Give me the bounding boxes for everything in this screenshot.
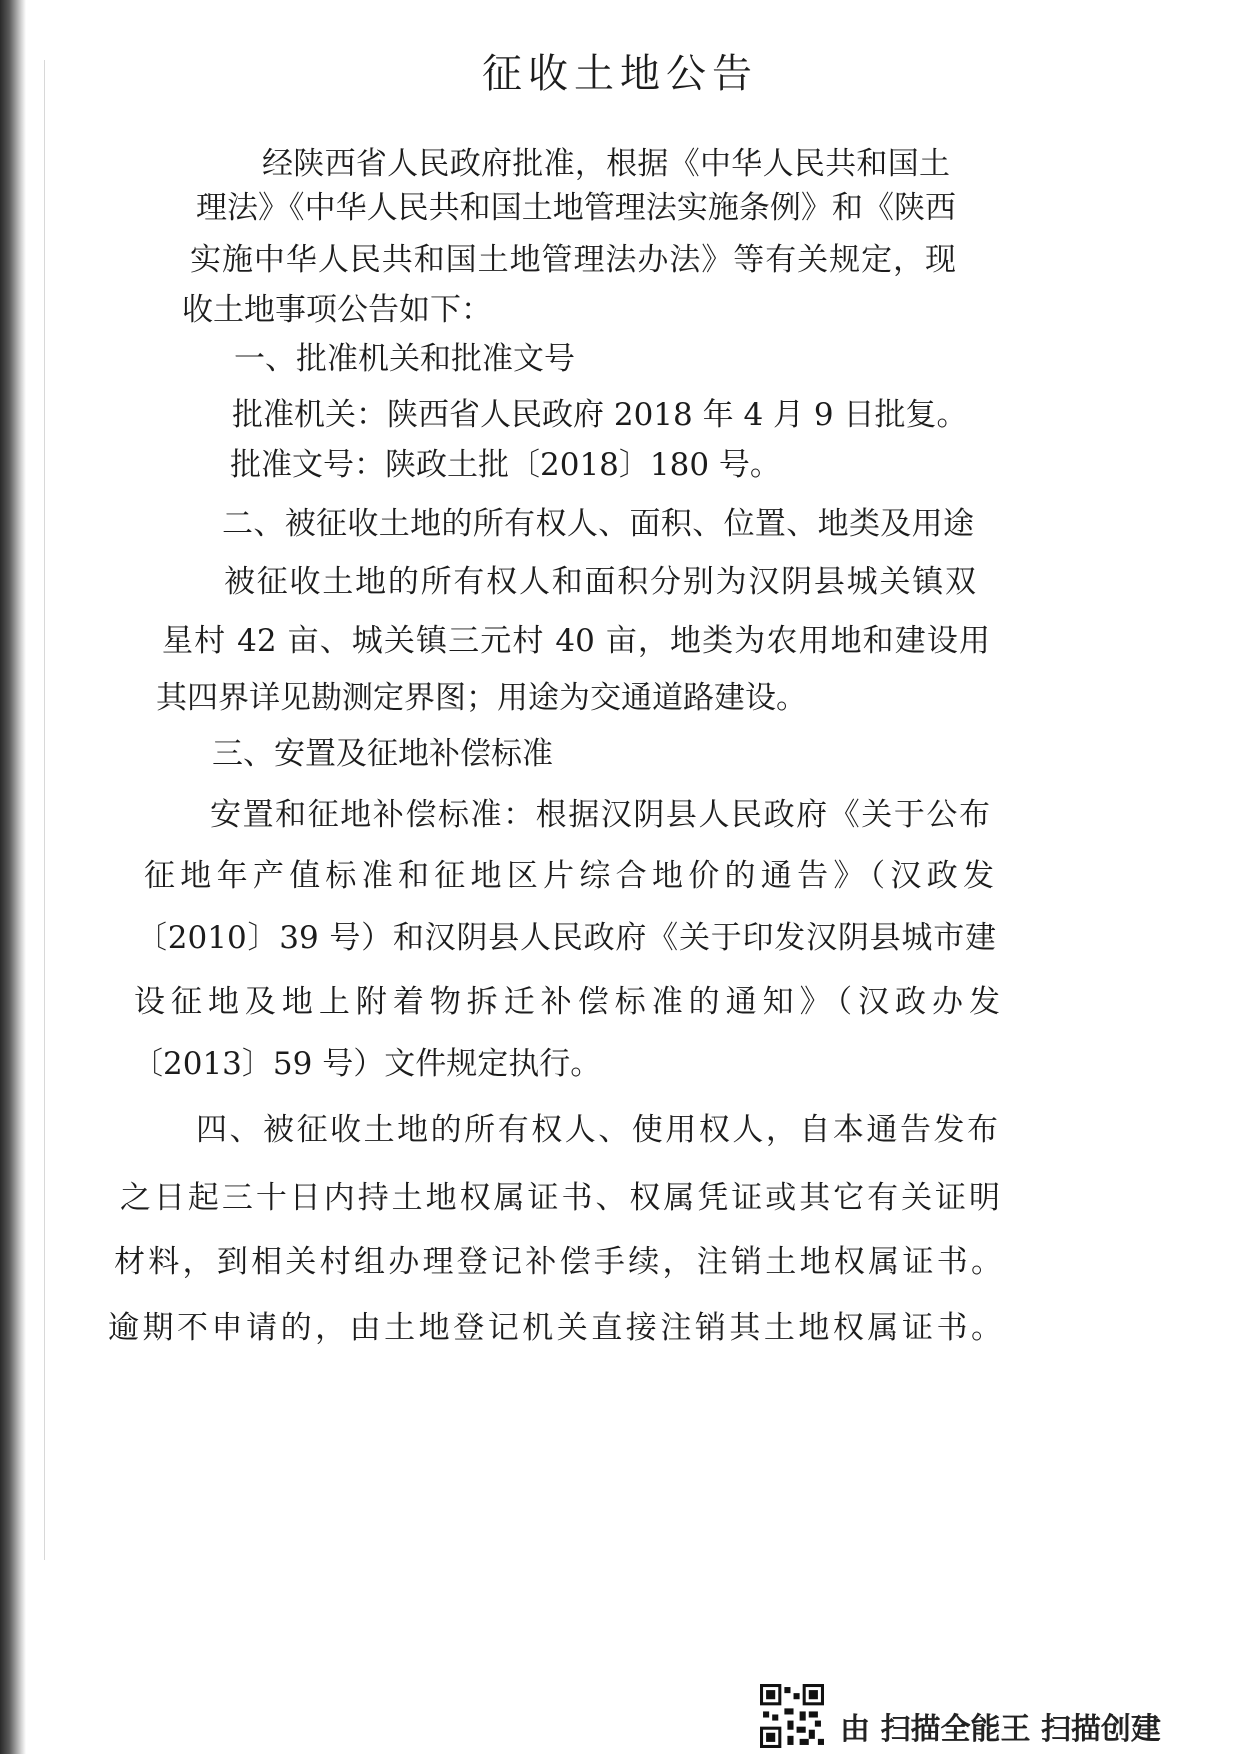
body-line-10: 星村 42 亩、城关镇三元村 40 亩，地类为农用地和建设用 bbox=[162, 623, 990, 659]
scan-edge-line bbox=[44, 60, 45, 1560]
body-line-2: 理法》《中华人民共和国土地管理法实施条例》和《陕西 bbox=[196, 190, 956, 226]
body-line-13: 安置和征地补偿标准：根据汉阴县人民政府《关于公布 bbox=[210, 797, 990, 833]
body-line-16: 设征地及地上附着物拆迁补偿标准的通知》（汉政办发 bbox=[134, 984, 1000, 1020]
section-heading-4: 四、被征收土地的所有权人、使用权人，自本通告发布 bbox=[196, 1112, 998, 1148]
qr-code-icon bbox=[760, 1684, 824, 1748]
body-line-1: 经陕西省人民政府批准，根据《中华人民共和国土 bbox=[262, 146, 950, 182]
body-line-9: 被征收土地的所有权人和面积分别为汉阴县城关镇双 bbox=[224, 564, 976, 600]
section-heading-1: 一、批准机关和批准文号 bbox=[234, 341, 575, 377]
page-title: 征收土地公告 bbox=[482, 51, 758, 97]
body-line-6: 批准机关：陕西省人民政府 2018 年 4 月 9 日批复。 bbox=[232, 397, 968, 433]
section-heading-2: 二、被征收土地的所有权人、面积、位置、地类及用途 bbox=[222, 506, 974, 542]
section-heading-3: 三、安置及征地补偿标准 bbox=[212, 736, 553, 772]
body-line-3: 实施中华人民共和国土地管理法办法》等有关规定，现 bbox=[190, 242, 956, 278]
body-line-21: 逾期不申请的，由土地登记机关直接注销其土地权属证书。 bbox=[108, 1310, 1002, 1346]
scan-edge-shadow bbox=[0, 0, 26, 1754]
watermark-text: 由 扫描全能王 扫描创建 bbox=[840, 1712, 1161, 1747]
scanner-watermark bbox=[770, 1712, 1210, 1748]
body-line-7: 批准文号：陕政土批〔2018〕180 号。 bbox=[230, 447, 781, 483]
body-line-20: 材料，到相关村组办理登记补偿手续，注销土地权属证书。 bbox=[114, 1244, 1002, 1280]
body-line-17: 〔2013〕59 号）文件规定执行。 bbox=[132, 1046, 602, 1082]
body-line-15: 〔2010〕39 号）和汉阴县人民政府《关于印发汉阴县城市建 bbox=[136, 920, 996, 956]
body-line-11: 其四界详见勘测定界图；用途为交通道路建设。 bbox=[156, 680, 807, 716]
body-line-19: 之日起三十日内持土地权属证书、权属凭证或其它有关证明 bbox=[120, 1180, 1000, 1216]
body-line-14: 征地年产值标准和征地区片综合地价的通告》（汉政发 bbox=[144, 858, 994, 894]
body-line-4: 收土地事项公告如下： bbox=[182, 292, 492, 328]
